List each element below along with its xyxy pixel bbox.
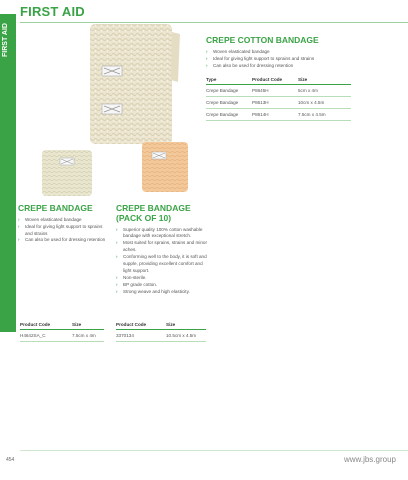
- table-row: [206, 85, 351, 97]
- column-header: Size: [72, 320, 104, 330]
- table-cell: Crepe Bandage: [206, 109, 252, 121]
- crepe-bandage-features: [18, 217, 110, 245]
- header-divider: [20, 22, 408, 23]
- website-link[interactable]: www.jbs.group: [343, 455, 396, 464]
- list-item: › Strong weave and high elasticity.: [116, 289, 208, 296]
- crepe-pack-table: [116, 320, 206, 342]
- table-row: [206, 97, 351, 109]
- list-item: › Superior quality 100% cotton washable bandage with exceptional stretch.: [116, 227, 208, 241]
- list-item: › Woven elasticated bandage: [18, 217, 110, 224]
- table-cell: P8613H: [252, 97, 298, 109]
- list-item: › Most suited for sprains, strains and minor aches.: [116, 240, 208, 254]
- table-header-row: [116, 320, 206, 330]
- list-item: › Woven elasticated bandage: [206, 49, 396, 56]
- crepe-bandage-pack-image: [136, 138, 194, 194]
- page-title: FIRST AID: [20, 4, 85, 19]
- list-item: › Can also be used for dressing retention: [206, 63, 396, 70]
- list-item: › Ideal for giving light support to sprains and strains: [18, 224, 110, 238]
- table-header-row: [20, 320, 104, 330]
- table-cell: 7.5cm x 4.5m: [298, 109, 351, 121]
- table-cell: 10.5cm x 4.5m: [166, 330, 206, 342]
- table-cell: P8645H: [252, 85, 298, 97]
- crepe-pack-title-line1: CREPE BANDAGE: [116, 203, 191, 213]
- footer-divider: [20, 450, 408, 451]
- table-cell: 10cm x 4.5m: [298, 97, 351, 109]
- column-header: Product Code: [116, 320, 166, 330]
- table-cell: 3370134: [116, 330, 166, 342]
- column-header: Product Code: [252, 75, 298, 85]
- crepe-cotton-title: CREPE COTTON BANDAGE: [206, 35, 319, 45]
- list-item: › Can also be used for dressing retention: [18, 237, 110, 244]
- table-cell: Crepe Bandage: [206, 85, 252, 97]
- crepe-bandage-table: [20, 320, 104, 342]
- crepe-bandage-image: [38, 146, 96, 198]
- list-item: › Conforming well to the body, it is soft and supple, providing excellent comfort and light support.: [116, 254, 208, 275]
- crepe-pack-title: [116, 204, 208, 224]
- crepe-pack-section: [116, 204, 208, 295]
- column-header: Type: [206, 75, 252, 85]
- list-item: › Ideal for giving light support to sprains and strains: [206, 56, 396, 63]
- table-row: [20, 330, 104, 342]
- list-item: › Non-sterile.: [116, 275, 208, 282]
- table-cell: 5cm x 4m: [298, 85, 351, 97]
- crepe-cotton-features: [206, 49, 396, 70]
- crepe-pack-title-line2: (PACK OF 10): [116, 212, 172, 223]
- crepe-pack-features: [116, 227, 208, 296]
- table-cell: P8614H: [252, 109, 298, 121]
- table-cell: 7.5cm x 4m: [72, 330, 104, 342]
- list-item: › BP grade cotton.: [116, 282, 208, 289]
- crepe-cotton-bandage-image: [82, 22, 182, 148]
- crepe-bandage-section: [18, 204, 110, 244]
- table-header-row: [206, 75, 351, 85]
- table-row: [116, 330, 206, 342]
- table-cell: Crepe Bandage: [206, 97, 252, 109]
- crepe-bandage-title: CREPE BANDAGE: [18, 203, 93, 213]
- column-header: Size: [166, 320, 206, 330]
- table-cell: H4642SA_C: [20, 330, 72, 342]
- crepe-cotton-section: [206, 36, 396, 121]
- side-tab-label: FIRST AID: [2, 23, 9, 57]
- table-row: [206, 109, 351, 121]
- column-header: Product Code: [20, 320, 72, 330]
- column-header: Size: [298, 75, 351, 85]
- page-number: 454: [6, 457, 15, 463]
- crepe-cotton-table: [206, 75, 351, 121]
